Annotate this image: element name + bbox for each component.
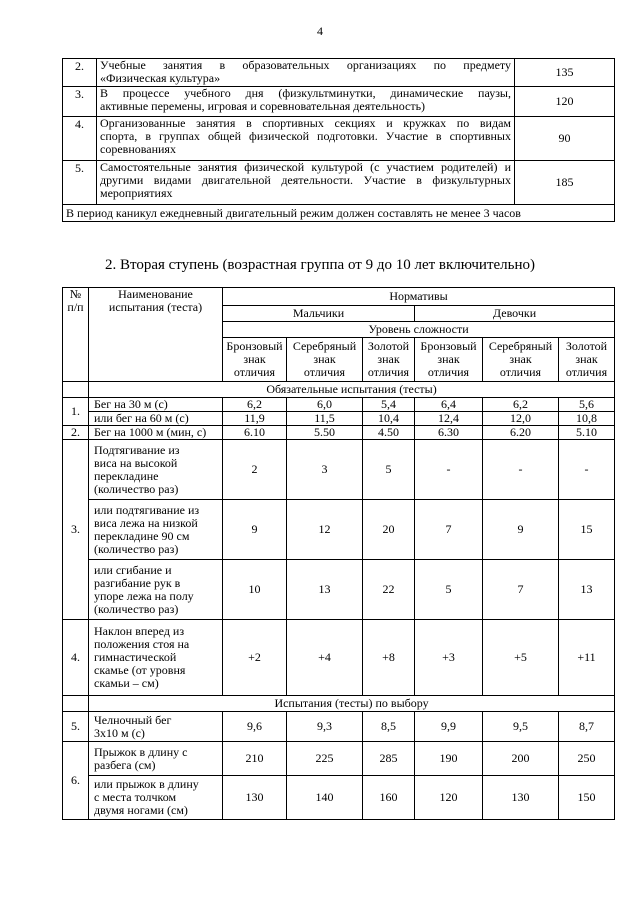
row-number: 2.	[63, 59, 97, 87]
value-cell: 130	[483, 776, 559, 820]
table-row	[63, 742, 615, 776]
value-cell: 10	[223, 560, 287, 620]
test-name: Наклон вперед из положения стоя на гимнастической скамье (от уровня скамьи – см)	[89, 620, 223, 696]
value-cell: 15	[559, 500, 615, 560]
norms-table	[62, 287, 615, 820]
value-cell: 210	[223, 742, 287, 776]
value-cell: 12,0	[483, 412, 559, 426]
test-name: Бег на 1000 м (мин, с)	[89, 426, 223, 440]
value-cell: +8	[363, 620, 415, 696]
test-name: Прыжок в длину с разбега (см)	[89, 742, 223, 776]
row-number: 4.	[63, 117, 97, 161]
activity-minutes: 135	[515, 59, 615, 87]
activity-minutes: 120	[515, 87, 615, 117]
value-cell: 9,6	[223, 712, 287, 742]
value-cell: 140	[287, 776, 363, 820]
table-row	[63, 440, 615, 500]
value-cell: 7	[483, 560, 559, 620]
table-row	[63, 117, 615, 161]
value-cell: 9	[223, 500, 287, 560]
header-norms: Нормативы	[223, 288, 615, 306]
table-row	[63, 620, 615, 696]
value-cell: 200	[483, 742, 559, 776]
value-cell: 22	[363, 560, 415, 620]
value-cell: 13	[287, 560, 363, 620]
value-cell: 150	[559, 776, 615, 820]
value-cell: 4.50	[363, 426, 415, 440]
value-cell: 9	[483, 500, 559, 560]
header-girls: Девочки	[415, 306, 615, 322]
header-test-name: Наименование испытания (теста)	[89, 288, 223, 382]
row-number: 4.	[63, 620, 89, 696]
value-cell: 20	[363, 500, 415, 560]
value-cell: 10,4	[363, 412, 415, 426]
mandatory-title: Обязательные испытания (тесты)	[89, 382, 615, 398]
value-cell: 6,2	[483, 398, 559, 412]
value-cell: 12	[287, 500, 363, 560]
value-cell: 2	[223, 440, 287, 500]
value-cell: 5	[363, 440, 415, 500]
value-cell: 6.10	[223, 426, 287, 440]
activity-minutes: 185	[515, 161, 615, 205]
value-cell: 5,4	[363, 398, 415, 412]
value-cell: 5.50	[287, 426, 363, 440]
value-cell: 9,3	[287, 712, 363, 742]
test-name: Подтягивание из виса на высокой перекладине (количество раз)	[89, 440, 223, 500]
header-gold: Золотой знак отличия	[559, 338, 615, 382]
value-cell: -	[559, 440, 615, 500]
header-boys: Мальчики	[223, 306, 415, 322]
value-cell: 6.30	[415, 426, 483, 440]
value-cell: 9,5	[483, 712, 559, 742]
row-number: 5.	[63, 161, 97, 205]
value-cell: +11	[559, 620, 615, 696]
table-row	[63, 398, 615, 412]
value-cell: 12,4	[415, 412, 483, 426]
table-row	[63, 776, 615, 820]
value-cell: 6.20	[483, 426, 559, 440]
test-name: Бег на 30 м (с)	[89, 398, 223, 412]
vacation-note: В период каникул ежедневный двигательный режим должен составлять не менее 3 часов	[63, 205, 615, 222]
value-cell: 5.10	[559, 426, 615, 440]
table-row	[63, 412, 615, 426]
section-row	[63, 696, 615, 712]
test-name: Челночный бег 3х10 м (с)	[89, 712, 223, 742]
row-number: 3.	[63, 87, 97, 117]
value-cell: 11,9	[223, 412, 287, 426]
table-row	[63, 87, 615, 117]
test-name: или подтягивание из виса лежа на низкой перекладине 90 см (количество раз)	[89, 500, 223, 560]
value-cell: 225	[287, 742, 363, 776]
value-cell: -	[483, 440, 559, 500]
value-cell: +3	[415, 620, 483, 696]
header-gold: Золотой знак отличия	[363, 338, 415, 382]
activity-description: В процессе учебного дня (физкультминутки, динамические паузы, активные перемены, игровая и соревновательная деятельность)	[97, 87, 515, 117]
value-cell: 11,5	[287, 412, 363, 426]
activity-description: Организованные занятия в спортивных секциях и кружках по видам спорта, в группах общей физической подготовки. Участие в спортивных соревнованиях	[97, 117, 515, 161]
value-cell: 285	[363, 742, 415, 776]
row-number: 2.	[63, 426, 89, 440]
table-row	[63, 500, 615, 560]
value-cell: 160	[363, 776, 415, 820]
row-number: 1.	[63, 398, 89, 426]
activity-minutes: 90	[515, 117, 615, 161]
table-row	[63, 712, 615, 742]
value-cell: 6,4	[415, 398, 483, 412]
value-cell: 10,8	[559, 412, 615, 426]
value-cell: 250	[559, 742, 615, 776]
value-cell: 120	[415, 776, 483, 820]
page-number: 4	[317, 24, 323, 38]
header-level: Уровень сложности	[223, 322, 615, 338]
table-row	[63, 426, 615, 440]
table-row	[63, 560, 615, 620]
row-number: 5.	[63, 712, 89, 742]
value-cell: 8,7	[559, 712, 615, 742]
header-row	[63, 288, 615, 306]
test-name: или бег на 60 м (с)	[89, 412, 223, 426]
value-cell: 6,0	[287, 398, 363, 412]
test-name: или сгибание и разгибание рук в упоре лежа на полу (количество раз)	[89, 560, 223, 620]
test-name: или прыжок в длину с места толчком двумя ногами (см)	[89, 776, 223, 820]
value-cell: 130	[223, 776, 287, 820]
activity-description: Самостоятельные занятия физической культурой (с участием родителей) и другими видами двигательной деятельности. Участие в физкультурных мероприятиях	[97, 161, 515, 205]
value-cell: 190	[415, 742, 483, 776]
value-cell: -	[415, 440, 483, 500]
optional-title: Испытания (тесты) по выбору	[89, 696, 615, 712]
value-cell: 6,2	[223, 398, 287, 412]
table-footer-row	[63, 205, 615, 222]
value-cell: +2	[223, 620, 287, 696]
row-number: 3.	[63, 440, 89, 620]
table-row	[63, 59, 615, 87]
section-row	[63, 382, 615, 398]
header-bronze: Бронзовый знак отличия	[415, 338, 483, 382]
value-cell: +4	[287, 620, 363, 696]
table-row	[63, 161, 615, 205]
value-cell: +5	[483, 620, 559, 696]
value-cell: 9,9	[415, 712, 483, 742]
row-number: 6.	[63, 742, 89, 820]
activity-table	[62, 58, 615, 222]
header-number: № п/п	[63, 288, 89, 382]
value-cell: 3	[287, 440, 363, 500]
value-cell: 13	[559, 560, 615, 620]
header-silver: Серебряный знак отличия	[483, 338, 559, 382]
header-silver: Серебряный знак отличия	[287, 338, 363, 382]
header-bronze: Бронзовый знак отличия	[223, 338, 287, 382]
value-cell: 5,6	[559, 398, 615, 412]
section-title: 2. Вторая ступень (возрастная группа от 9 до 10 лет включительно)	[104, 257, 536, 273]
activity-description: Учебные занятия в образовательных организациях по предмету «Физическая культура»	[97, 59, 515, 87]
value-cell: 5	[415, 560, 483, 620]
value-cell: 7	[415, 500, 483, 560]
value-cell: 8,5	[363, 712, 415, 742]
